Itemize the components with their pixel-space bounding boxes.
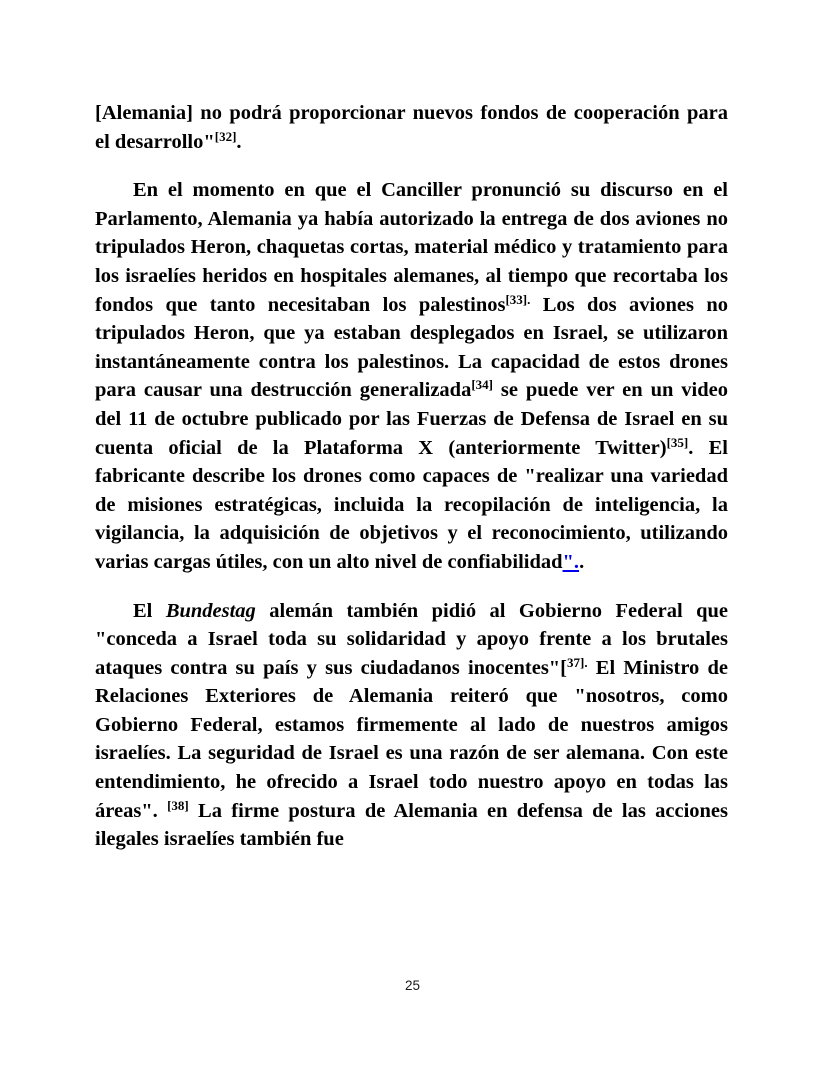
body-text: . El fabricante describe los drones como capaces de "realizar una variedad de misiones estratégicas, incluida la recopilación de inteligencia, la vigilancia, la adquisición de objetivos y el reconocimiento, utilizando varias cargas útiles, con un alto nivel de confiabilidad	[95, 436, 728, 573]
footnote-ref: [34]	[471, 377, 493, 393]
footnote-ref: [32]	[214, 128, 237, 144]
body-text: En el momento en que el Canciller pronunció su discurso en el Parlamento, Alemania ya había autorizado la entrega de dos aviones no tripulados Heron, chaquetas cortas, material médico y tratamiento para los israelíes heridos en hospitales alemanes, al tiempo que recortaba los fondos que tanto necesitaban los palestinos	[95, 179, 728, 316]
paragraph	[95, 176, 728, 576]
footnote-link[interactable]: ".	[562, 550, 580, 573]
body-text: .	[579, 550, 585, 573]
body-text: .	[236, 130, 242, 153]
page-number: 25	[404, 978, 421, 993]
footnote-ref: 37].	[567, 654, 588, 670]
body-text: alemán también pidió al Gobierno Federal que "conceda a Israel toda su solidaridad y apoyo frente a los brutales ataques contra su país y sus ciudadanos inocentes"[	[95, 599, 728, 679]
footnote-ref: [33].	[505, 291, 531, 307]
text-block	[95, 99, 728, 874]
italic-term: Bundestag	[165, 599, 256, 622]
body-text: [Alemania] no podrá proporcionar nuevos fondos de cooperación para el desarrollo"	[95, 102, 728, 153]
footnote-ref: [35]	[666, 434, 689, 450]
body-text: Los dos aviones no tripulados Heron, que ya estaban desplegados en Israel, se utilizaron instantáneamente contra los palestinos. La capacidad de estos drones para causar una destrucción generalizada	[95, 293, 728, 402]
body-text: El	[133, 599, 166, 622]
body-text: La firme postura de Alemania en defensa de las acciones ilegales israelíes también fue	[95, 799, 728, 851]
body-text: se puede ver en un video del 11 de octubre publicado por las Fuerzas de Defensa de Israel en su cuenta oficial de la Plataforma X (anteriormente Twitter)	[95, 379, 728, 459]
paragraph	[95, 99, 728, 156]
footnote-ref: [38]	[167, 797, 189, 813]
body-text: El Ministro de Relaciones Exteriores de Alemania reiteró que "nosotros, como Gobierno Federal, estamos firmemente al lado de nuestros amigos israelíes. La seguridad de Israel es una razón de ser alemana. Con este entendimiento, he ofrecido a Israel todo nuestro apoyo en todas las áreas".	[95, 656, 728, 822]
paragraph	[95, 597, 728, 854]
